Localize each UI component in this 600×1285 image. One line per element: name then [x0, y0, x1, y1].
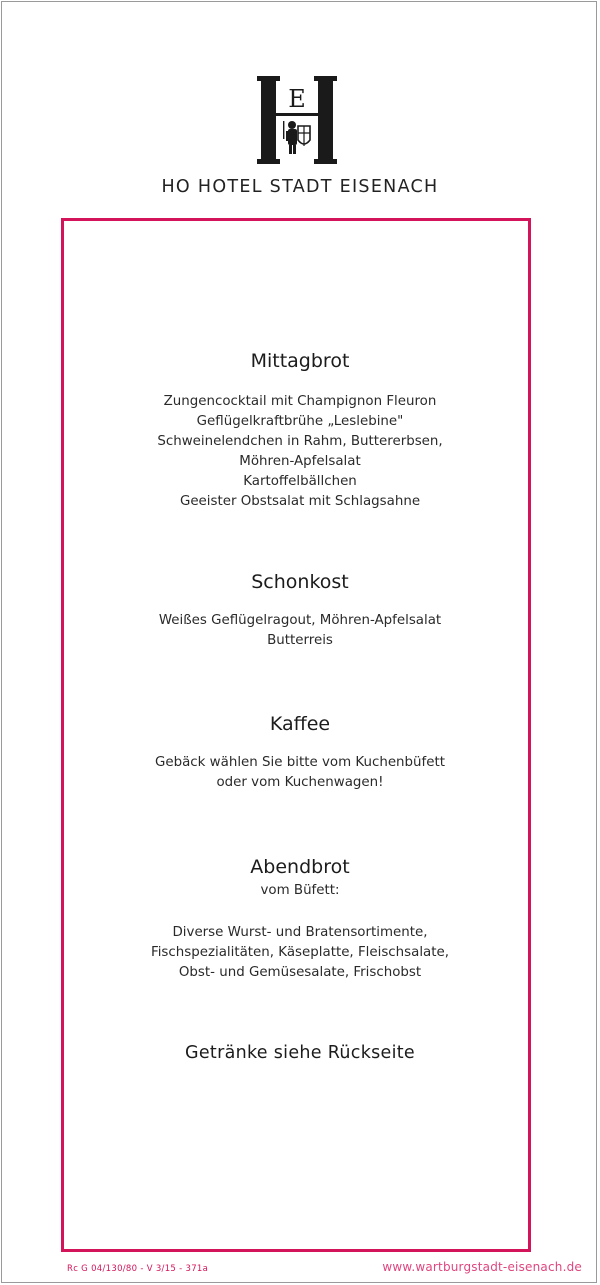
hotel-name: HO HOTEL STADT EISENACH	[161, 177, 439, 197]
logo-letter: E	[288, 85, 306, 113]
section-schonkost	[0, 570, 600, 651]
section-subheading: vom Büfett:	[260, 883, 340, 898]
section-heading: Kaffee	[269, 713, 331, 735]
section-mittagbrot	[0, 349, 600, 512]
print-code: Rc G 04/130/80 - V 3/15 - 371a	[67, 1264, 209, 1274]
menu-line: Zungencocktail mit Champignon Fleuron	[163, 394, 437, 409]
menu-line: Kartoffelbällchen	[243, 474, 357, 489]
watermark: www.wartburgstadt-eisenach.de	[382, 1260, 582, 1274]
menu-line: Butterreis	[267, 633, 333, 648]
beverages-note	[0, 1042, 600, 1064]
menu-line: Schweinelendchen in Rahm, Buttererbsen,	[157, 434, 443, 449]
knight-emblem	[283, 121, 310, 154]
menu-line: oder vom Kuchenwagen!	[216, 775, 384, 790]
hotel-logo	[257, 76, 337, 164]
section-heading: Schonkost	[251, 571, 349, 593]
menu-line: Geflügelkraftbrühe „Leslebine"	[196, 414, 404, 429]
menu-line: Weißes Geflügelragout, Möhren-Apfelsalat	[158, 613, 442, 628]
menu-line: Gebäck wählen Sie bitte vom Kuchenbüfett	[154, 755, 445, 770]
beverages-note-text: Getränke siehe Rückseite	[185, 1043, 415, 1063]
menu-line: Diverse Wurst- und Bratensortimente,	[172, 925, 428, 940]
menu-line: Obst- und Gemüsesalate, Frischobst	[178, 965, 422, 980]
menu-line: Möhren-Apfelsalat	[239, 454, 361, 469]
section-abendbrot	[0, 855, 600, 983]
menu-line: Geeister Obstsalat mit Schlagsahne	[179, 494, 421, 509]
menu-line: Fischspezialitäten, Käseplatte, Fleischsalate,	[150, 945, 450, 960]
section-heading: Mittagbrot	[250, 350, 350, 372]
section-kaffee	[0, 712, 600, 793]
section-heading: Abendbrot	[250, 856, 350, 878]
